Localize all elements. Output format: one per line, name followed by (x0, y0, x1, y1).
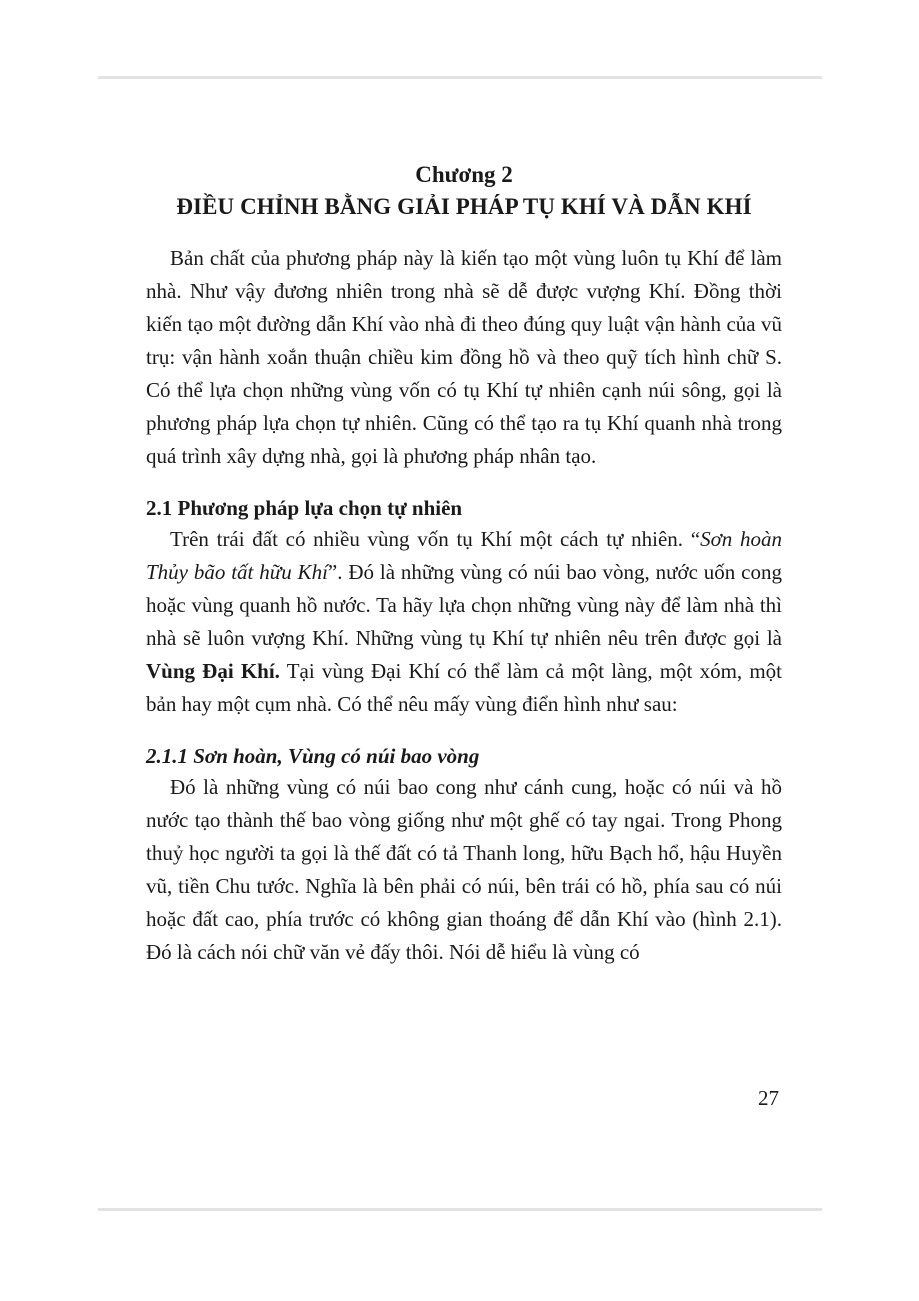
section-2-1-paragraph (146, 523, 782, 721)
quoted-saying: Sơn hoàn Thủy bão tất hữu Khí (146, 527, 782, 584)
paragraph-text: Trên trái đất có nhiều vùng vốn tụ Khí một cách tự nhiên. “ (170, 527, 701, 551)
intro-paragraph: Bản chất của phương pháp này là kiến tạo một vùng luôn tụ Khí để làm nhà. Như vậy đương nhiên trong nhà sẽ dễ được vượng Khí. Đồng thời kiến tạo một đường dẫn Khí vào nhà đi theo đúng quy luật vận hành của vũ trụ: vận hành xoắn thuận chiều kim đồng hồ và theo quỹ tích hình chữ S. Có thể lựa chọn những vùng vốn có tụ Khí tự nhiên cạnh núi sông, gọi là phương pháp lựa chọn tự nhiên. Cũng có thể tạo ra tụ Khí quanh nhà trong quá trình xây dựng nhà, gọi là phương pháp nhân tạo. (146, 246, 782, 468)
section-2-1-1-paragraph: Đó là những vùng có núi bao cong như cánh cung, hoặc có núi và hồ nước tạo thành thế bao vòng giống như một ghế có tay ngai. Trong Phong thuỷ học người ta gọi là thế đất có tả Thanh long, hữu Bạch hổ, hậu Huyền vũ, tiền Chu tước. Nghĩa là bên phải có núi, bên trái có hồ, phía sau có núi hoặc đất cao, phía trước có không gian thoáng để dẫn Khí vào (hình 2.1). Đó là cách nói chữ văn vẻ đấy thôi. Nói dễ hiểu là vùng có (146, 775, 782, 964)
bottom-scan-border (98, 1208, 822, 1211)
page-number: 27 (758, 1086, 779, 1110)
paragraph-text: ”. Đó là những vùng có núi bao vòng, nước uốn cong hoặc vùng quanh hồ nước. Ta hãy lựa chọn những vùng này để làm nhà thì nhà sẽ luôn vượng Khí. Những vùng tụ Khí tự nhiên nêu trên được gọi là (146, 560, 782, 650)
bold-term: Vùng Đại Khí. (146, 659, 280, 683)
subsection-heading-2-1-1: 2.1.1 Sơn hoàn, Vùng có núi bao vòng (146, 744, 480, 768)
chapter-title: ĐIỀU CHỈNH BẰNG GIẢI PHÁP TỤ KHÍ VÀ DẪN KHÍ (176, 194, 752, 219)
chapter-number: Chương 2 (415, 162, 513, 187)
top-scan-border (98, 76, 822, 79)
paragraph-text: Tại vùng Đại Khí có thể làm cả một làng, một xóm, một bản hay một cụm nhà. Có thể nêu mấy vùng điển hình như sau: (146, 659, 782, 716)
book-page (146, 160, 782, 969)
section-heading-2-1: 2.1 Phương pháp lựa chọn tự nhiên (146, 496, 463, 520)
